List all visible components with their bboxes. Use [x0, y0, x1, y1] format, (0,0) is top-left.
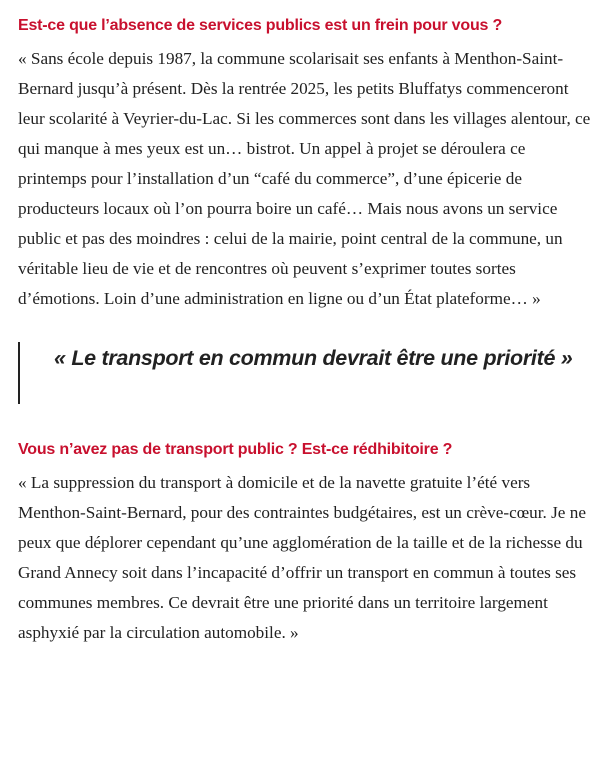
interview-answer-public-services: « Sans école depuis 1987, la commune scolarisait ses enfants à Menthon-Saint-Bernard jusqu’à présent. Dès la rentrée 2025, les petits Bluffatys commenceront leur scolarité à Veyrier-du-Lac. Si les commerces sont dans les villages alentour, ce qui manque à mes yeux est un… bistrot. Un appel à projet se déroulera ce printemps pour l’installation d’un “café du commerce”, d’une épicerie de producteurs locaux où l’on pourra boire un café… Mais nous avons un service public et pas des moindres : celui de la mairie, point central de la commune, un véritable lieu de vie et de rencontres où peuvent s’exprimer toutes sortes d’émotions. Loin d’une administration en ligne ou d’un État plateforme… » — [18, 49, 591, 308]
interview-question-public-transport: Vous n’avez pas de transport public ? Est-ce rédhibitoire ? — [18, 441, 453, 458]
pull-quote-text: « Le transport en commun devrait être une priorité » — [54, 346, 573, 370]
interview-question-public-services: Est-ce que l’absence de services publics est un frein pour vous ? — [18, 17, 503, 34]
pull-quote — [18, 342, 596, 404]
article-body — [18, 14, 596, 648]
interview-answer-public-transport: « La suppression du transport à domicile et de la navette gratuite l’été vers Menthon-Saint-Bernard, pour des contraintes budgétaires, est un crève-cœur. Je ne peux que déplorer cependant qu’une agglomération de la taille et de la richesse du Grand Annecy soit dans l’incapacité d’offrir un transport en commun à toutes ses communes membres. Ce devrait être une priorité dans un territoire largement asphyxié par la circulation automobile. » — [18, 473, 586, 642]
